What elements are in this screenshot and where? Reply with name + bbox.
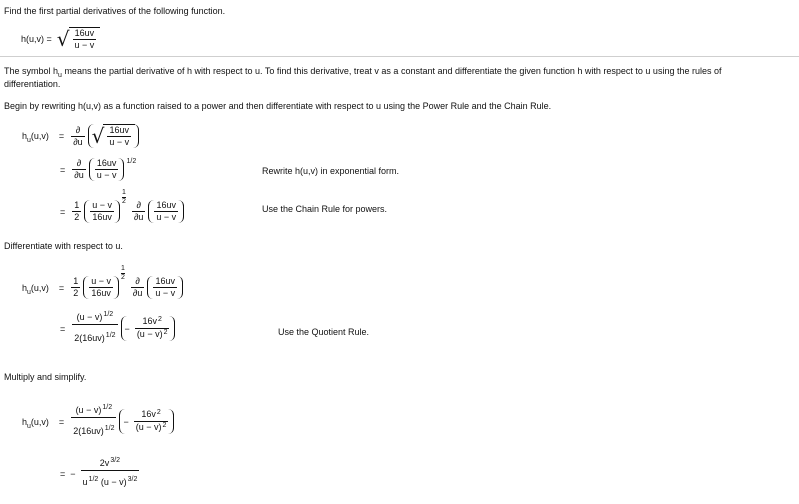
step2-instruction: Differentiate with respect to u.	[4, 241, 123, 251]
step2-line-a	[22, 265, 184, 299]
partial-operator: $\frac{\partial}{\partial u}$	[74, 158, 84, 180]
equals-sign: =	[60, 323, 66, 334]
exponent-fraction: $\frac{1}{2}$	[122, 189, 126, 205]
function-definition	[21, 27, 100, 51]
explanation-line2: differentiation.	[4, 79, 61, 89]
hu-lhs: $h_u(u,v)$	[22, 416, 49, 430]
paren-group: $\frac{16uv}{u - v}$	[89, 158, 125, 181]
paren-group: − $\frac{16v^2}{(u - v)^2}$	[119, 409, 174, 434]
divider	[0, 56, 799, 57]
minus-sign: −	[123, 416, 129, 427]
paren-group: $\frac{16uv}{u - v}$	[148, 200, 184, 223]
minus-sign: −	[70, 468, 76, 479]
hint-exponential-form: Rewrite h(u,v) in exponential form.	[262, 166, 400, 176]
left-factor: $\frac{(u - v)^{1/2}}{2(16uv)^{1/2}}$	[74, 311, 116, 343]
explanation-line1	[4, 65, 721, 79]
equals-sign: =	[60, 164, 66, 175]
hu-lhs: $h_u(u,v)$	[22, 131, 49, 144]
sqrt-icon: √	[56, 27, 70, 51]
equals-sign: =	[58, 282, 65, 293]
left-factor: $\frac{(u - v)^{1/2}}{2(16uv)^{1/2}}$	[73, 404, 115, 436]
explanation-text: The symbol h	[4, 66, 59, 76]
step1-line-b	[55, 158, 136, 181]
equals-sign: =	[60, 206, 66, 217]
partial-operator: $\frac{\partial}{\partial u}$	[133, 200, 144, 222]
partial-operator: $\frac{\partial}{\partial u}$	[132, 276, 143, 298]
function-lhs: h(u,v) =	[21, 34, 52, 44]
one-half: $\frac{1}{2}$	[74, 200, 80, 222]
paren-group: $\frac{u - v}{16uv}$	[84, 200, 120, 223]
equals-sign: =	[60, 468, 66, 479]
step1-instruction: Begin by rewriting h(u,v) as a function raised to a power and then differentiate with respect to u using the Power Rule and the Chain Rule.	[4, 101, 552, 111]
explanation-text-rest: means the partial derivative of h with respect to u. To find this derivative, treat v as a constant and differentiate the given function h with respect to u using the rules of	[61, 66, 722, 76]
problem-prompt: Find the first partial derivatives of the following function.	[4, 6, 226, 16]
one-half: $\frac{1}{2}$	[73, 276, 79, 298]
step1-line-c	[55, 189, 185, 223]
fraction: $\frac{16uv}{u - v}$	[109, 125, 130, 147]
hu-lhs: $h_u(u,v)$	[22, 282, 49, 296]
paren-group: $\frac{16uv}{u - v}$	[147, 276, 183, 299]
explanation-subscript: u	[58, 72, 62, 79]
equals-sign: =	[58, 416, 65, 427]
hint-quotient-rule: Use the Quotient Rule.	[278, 327, 370, 337]
function-numerator: 16uv	[74, 28, 95, 38]
exponent: 1/2	[126, 158, 137, 165]
exponent-fraction: $\frac{1}{2}$	[120, 265, 125, 281]
equals-sign: =	[58, 131, 65, 141]
sqrt-expression	[57, 27, 101, 51]
step3-line-a	[22, 405, 175, 438]
result-fraction: $\frac{2v^{3/2}}{u^{1/2} (u - v)^{3/2}}$	[82, 457, 138, 487]
function-fraction	[73, 28, 97, 51]
step2-line-b	[55, 312, 176, 345]
step3-instruction: Multiply and simplify.	[4, 372, 87, 382]
step3-result	[55, 458, 141, 489]
paren-group	[88, 124, 140, 148]
hint-chain-rule: Use the Chain Rule for powers.	[262, 204, 388, 214]
sqrt-icon: √	[91, 124, 105, 148]
function-denominator: u − v	[74, 40, 95, 50]
paren-group: $\frac{u - v}{16uv}$	[83, 276, 119, 299]
partial-operator: $\frac{\partial}{\partial u}$	[73, 124, 83, 147]
step1-line-a	[22, 124, 140, 148]
paren-group: − $\frac{16v^2}{(u - v)^2}$	[121, 316, 176, 341]
minus-sign: −	[124, 323, 130, 334]
